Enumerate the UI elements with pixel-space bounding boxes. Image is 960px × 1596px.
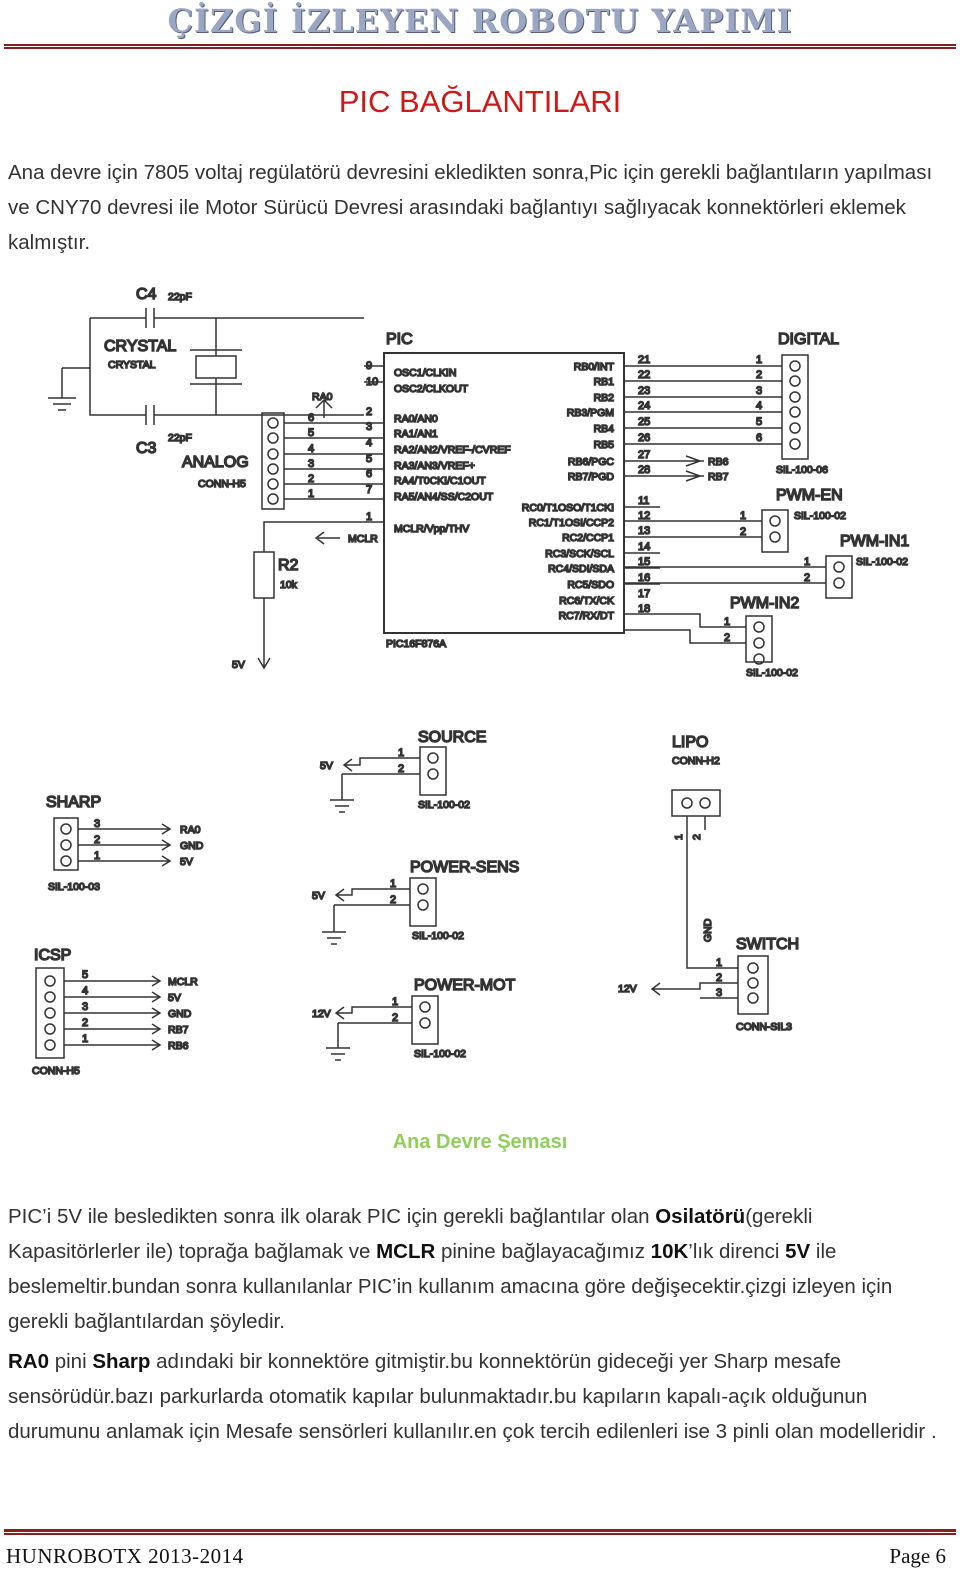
digital-pin-num: 4 [756,400,763,412]
pic-right-pin-name: RB4 [593,423,614,435]
icsp-part: CONN-H5 [32,1065,80,1077]
pic-left-pin-num: 10 [366,376,379,388]
pic-right-pin-name: RB7/PGD [567,471,614,483]
pic-right-pin-name: RB6/PGC [567,456,614,468]
analog-pin-num: 6 [308,412,315,424]
digital-pin-num: 1 [756,354,763,366]
icsp-net: 5V [168,992,181,1004]
pic-left-pin-name: OSC2/CLKOUT [394,383,469,395]
mclr-net-label: MCLR [348,533,378,545]
footer-left-text: HUNROBOTX 2013-2014 [6,1544,244,1568]
mclr-section [232,511,384,671]
text-run: pini [49,1350,93,1373]
icsp-net: GND [168,1008,192,1020]
digital-pin-num: 6 [756,432,763,444]
pic-right-pin-num: 23 [638,385,651,397]
icsp-net: MCLR [168,976,198,988]
rb6-label: RB6 [708,456,729,468]
pwm-in1-connector [624,533,909,598]
icsp-pin-num: 4 [82,985,89,997]
digital-label: DIGITAL [778,331,840,348]
power-sens-connector [312,859,519,944]
r2-value: 10k [280,579,297,591]
pic-left-pin-name: RA5/AN4/SS/C2OUT [394,491,494,503]
pwm-in2-label: PWM-IN2 [730,595,800,612]
pin-num: 1 [724,616,731,628]
pic-left-pin-num: 3 [366,421,373,433]
pic-right-pin-num: 13 [638,525,651,537]
pin-num: 2 [390,894,397,906]
source-part: SIL-100-02 [418,799,470,811]
sharp-net: GND [180,840,204,852]
analog-pin-num: 3 [308,458,315,470]
switch-label: SWITCH [736,936,800,953]
pin-num: 2 [740,526,747,538]
pic-right-pin-num: 11 [638,495,650,507]
pwm-en-label: PWM-EN [776,487,843,504]
pic-left-pin-name: RA4/T0CKI/C1OUT [394,475,486,487]
pin-num: 3 [716,987,723,999]
r2-label: R2 [278,557,299,574]
digital-connector [624,331,839,476]
power-mot-part: SIL-100-02 [414,1048,466,1060]
circuit-schematic [0,270,960,1090]
paragraph-sharp [8,1344,948,1449]
text-run: ile beslemeltir.bundan sonra kullanılanlar PIC’in kullanım amacına göre değişecektir.çizgi izleyen için gerekli bağlantılardan şöyledir. [8,1240,893,1333]
pwm-in1-part: SIL-100-02 [856,556,908,568]
power-sens-v: 5V [312,890,325,902]
pin-num: 2 [94,834,101,846]
icsp-label: ICSP [34,947,72,964]
pic-right-pin-name: RC0/T1OSO/T1CKI [521,502,614,514]
analog-pin-num: 1 [308,488,315,500]
pwm-in2-part: SIL-100-02 [746,667,798,679]
pic-left-pin-num: 5 [366,453,373,465]
pic-right-pin-num: 12 [638,510,651,522]
power-mot-v: 12V [312,1008,331,1020]
analog-connector [182,391,384,509]
bold-mclr: MCLR [376,1240,436,1263]
pwm-en-part: SIL-100-02 [794,510,846,522]
intro-paragraph: Ana devre için 7805 voltaj regülatörü devresini ekledikten sonra,Pic için gerekli bağlantıların yapılması ve CNY70 devresi ile Motor Sürücü Devresi arasındaki bağlantıyı sağlıyacak konnektörleri eklemek kalmıştır. [8,161,933,254]
source-label: SOURCE [418,729,487,746]
bold-ra0: RA0 [8,1350,50,1373]
pic-left-pin-num: 9 [366,360,373,372]
pin-num: 2 [716,972,723,984]
header-divider [4,44,956,49]
sharp-connector [46,794,204,893]
pic-left-pin-num: 7 [366,484,373,496]
pin-num: 3 [94,818,101,830]
pic-right-pin-name: RC6/TX/CK [559,595,614,607]
pin-num: 1 [673,834,685,840]
paragraph-osc-mclr [8,1199,948,1339]
section-title: PIC BAĞLANTILARI [338,84,622,119]
text-run: ’lık direnci [688,1240,786,1263]
power-mot-connector [312,977,516,1060]
sharp-net: 5V [180,856,193,868]
pin-num: 1 [740,510,747,522]
pic-right-pin-num: 25 [638,416,651,428]
pic-right-pin-num: 28 [638,464,651,476]
pic-right-pin-name: RC2/CCP1 [562,532,614,544]
c3-label: C3 [136,440,157,457]
bold-osilator: Osilatörü [655,1205,746,1228]
c4-label: C4 [136,286,157,303]
pic-label: PIC [386,331,413,348]
ra0-net-label: RA0 [312,391,333,403]
pin-num: 2 [398,763,405,775]
analog-pin-num: 2 [308,473,315,485]
pic-right-pin-name: RC7/RX/DT [558,610,614,622]
pin-num: 2 [392,1012,399,1024]
lipo-label: LIPO [672,734,709,751]
pic-right-pin-num: 21 [638,354,651,366]
text-run: pinine bağlayacağımız [435,1240,651,1263]
pin-num: 2 [691,834,703,840]
digital-pin-num: 3 [756,385,763,397]
pic-left-pin-name: RA3/AN3/VREF+ [394,460,475,472]
icsp-net: RB7 [168,1024,189,1036]
pic-right-pin-num: 18 [638,603,651,615]
pic-right-pin-name: RC5/SDO [567,579,614,591]
bold-10k: 10K [650,1240,689,1263]
pic-left-pin-name: MCLR/Vpp/THV [394,523,470,535]
analog-part: CONN-H5 [198,478,246,490]
power-sens-part: SIL-100-02 [412,930,464,942]
rb7-label: RB7 [708,471,729,483]
page-number: Page 6 [889,1544,946,1568]
digital-pin-num: 5 [756,416,763,428]
pic-left-pin-name: RA2/AN2/VREF-/CVREF [394,444,511,456]
crystal-label: CRYSTAL [104,338,177,355]
pic-left-pin-num: 6 [366,468,373,480]
analog-label: ANALOG [182,454,249,471]
pic-chip [364,331,660,650]
document-header-title: ÇİZGİ İZLEYEN ROBOTU YAPIMI [167,2,793,40]
pic-right-pin-num: 22 [638,369,651,381]
lipo-part: CONN-H2 [672,755,720,767]
pic-right-pin-name: RB0/INT [573,361,614,373]
source-connector [320,729,486,812]
icsp-net: RB6 [168,1040,189,1052]
crystal-sub-label: CRYSTAL [108,359,156,371]
figure-caption: Ana Devre Şeması [392,1131,568,1153]
switch-part: CONN-SIL3 [736,1021,793,1033]
icsp-connector [32,947,198,1077]
pic-left-pin-name: RA0/AN0 [394,413,438,425]
switch-v: 12V [618,983,637,995]
pic-right-pin-name: RC1/T1OSI/CCP2 [528,517,614,529]
pwm-en-connector [624,487,846,552]
pin-num: 1 [392,996,399,1008]
pic-right-pin-name: RB3/PGM [566,407,614,419]
sharp-net: RA0 [180,824,201,836]
pin-num: 1 [398,747,405,759]
pin-num: 1 [716,957,723,969]
text-run: PIC’i 5V ile besledikten sonra ilk olarak PIC için gerekli bağlantılar olan [8,1205,656,1228]
lipo-connector [672,734,720,942]
pin-num: 2 [804,572,811,584]
digital-pin-num: 2 [756,369,763,381]
power-mot-label: POWER-MOT [414,977,516,994]
analog-pin-num: 4 [308,443,315,455]
power-sens-label: POWER-SENS [410,859,520,876]
lipo-gnd: GND [702,918,714,942]
pic-left-pin-num: 4 [366,437,373,449]
digital-part: SIL-100-06 [776,464,828,476]
pin-num: 1 [94,850,101,862]
pic-left-pin-num: 2 [366,406,373,418]
pic-left-pin-name: RA1/AN1 [394,428,438,440]
c3-value: 22pF [168,432,192,444]
pic-right-pin-num: 14 [638,541,651,553]
pic-right-pin-name: RB2 [593,392,614,404]
mclr-pin-num: 1 [366,511,373,523]
sharp-part: SIL-100-03 [48,881,100,893]
bold-5v: 5V [785,1240,811,1263]
pin-num: 1 [390,878,397,890]
pic-right-pin-num: 15 [638,556,651,568]
pwm-in2-connector [624,595,799,679]
pic-left-pin-name: OSC1/CLKIN [394,367,457,379]
c4-value: 22pF [168,291,192,303]
pic-right-pin-name: RC3/SCK/SCL [545,548,614,560]
analog-pin-num: 5 [308,427,315,439]
pic-right-pin-name: RB5 [593,439,614,451]
icsp-pin-num: 3 [82,1001,89,1013]
pic-right-pin-num: 24 [638,400,651,412]
pic-right-pin-num: 16 [638,572,651,584]
oscillator-section [48,286,364,457]
icsp-pin-num: 1 [82,1033,89,1045]
text-run: adındaki bir konnektöre gitmiştir.bu konnektörün gideceği yer Sharp mesafe sensörüdür.bazı parkurlarda otomatik kapılar bulunmaktadır.bu kapıların kapalı-açık olduğunun durumunu anlamak için Mesafe sensörleri kullanılır.en çok tercih edilenleri ise 3 pinli olan modelleridir . [8,1350,937,1443]
pic-right-pin-num: 27 [638,449,651,461]
text-run: (gerekli Kapasitörlerler ile) toprağa bağlamak ve [8,1205,813,1263]
pic-part-number: PIC16F876A [386,638,447,650]
pic-right-pin-num: 26 [638,432,651,444]
icsp-pin-num: 5 [82,969,89,981]
switch-connector [618,930,799,1033]
bold-sharp: Sharp [92,1350,151,1373]
pin-num: 2 [724,632,731,644]
source-v: 5V [320,760,333,772]
pic-right-pin-num: 17 [638,588,651,600]
pwm-in1-label: PWM-IN1 [840,533,910,550]
pin-num: 1 [804,556,811,568]
pic-right-pin-name: RC4/SDI/SDA [548,563,614,575]
icsp-pin-num: 2 [82,1017,89,1029]
v5-label: 5V [232,659,245,671]
sharp-label: SHARP [46,794,102,811]
pic-right-pin-name: RB1 [593,376,614,388]
footer-divider [4,1529,956,1535]
